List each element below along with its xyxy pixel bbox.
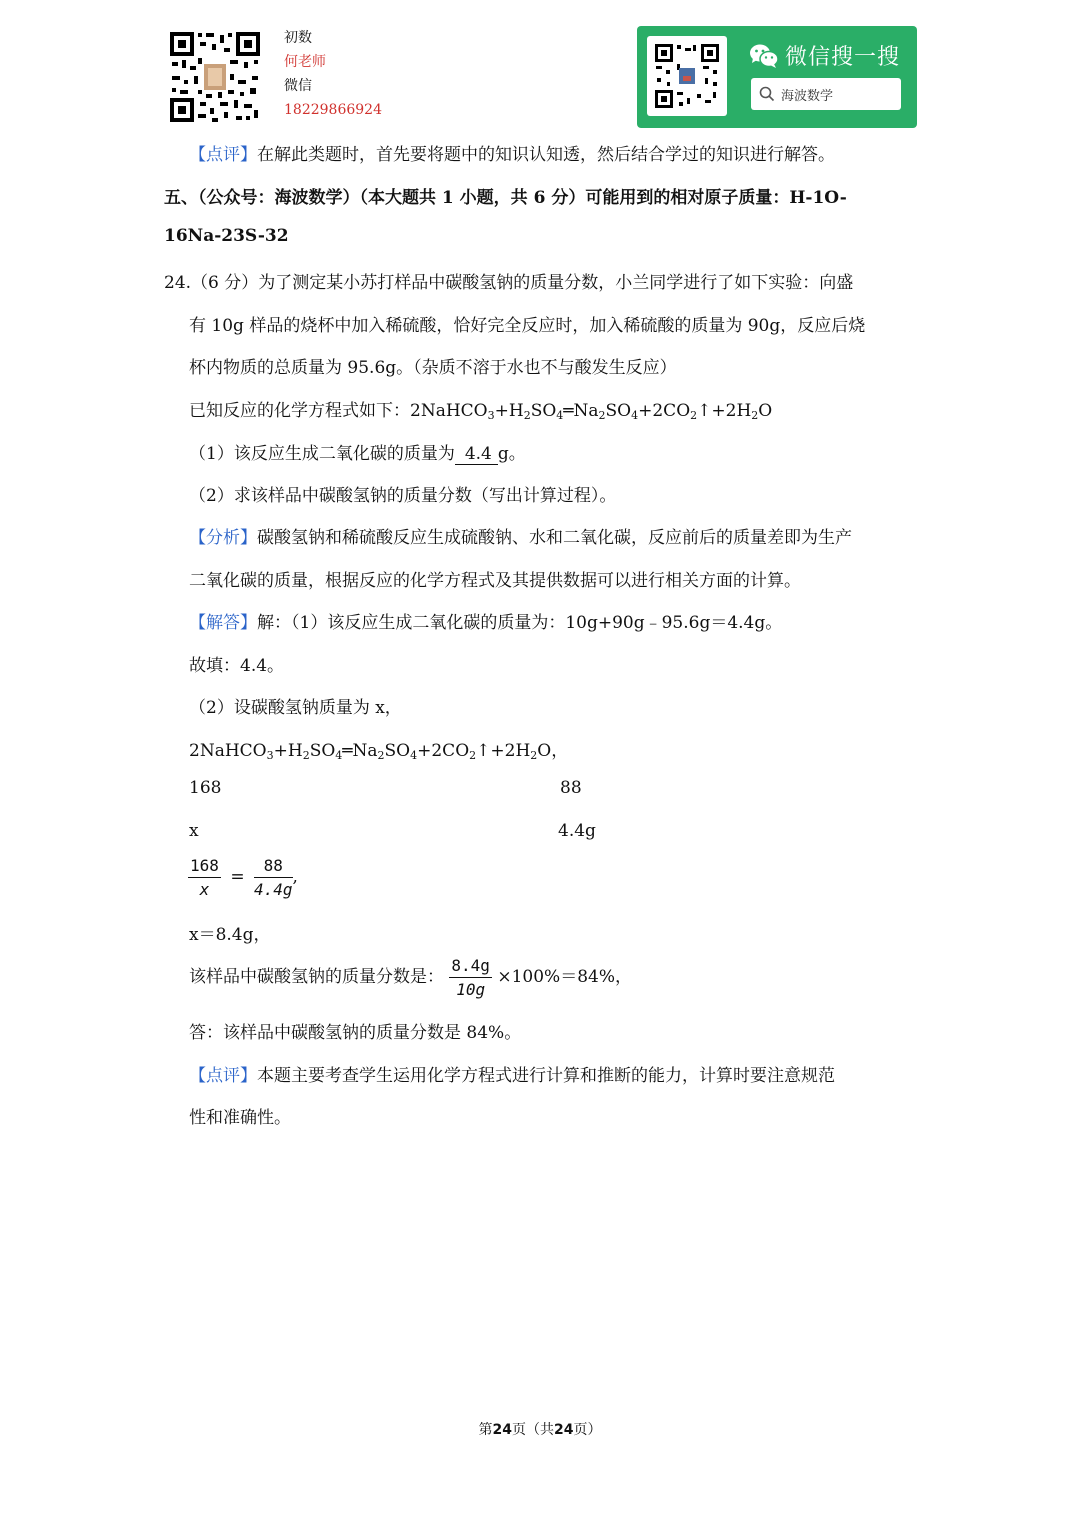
page-footer [0,1419,1080,1439]
percent-tail: ×100%＝84%， [497,967,632,987]
section-heading: 五、（公众号：海波数学）（本大题共 1 小题，共 6 分）可能用到的相对原子质量：H-1O- [164,188,847,208]
percent-calculation [189,956,632,999]
percent-prefix: 该样品中碳酸氢钠的质量分数是： [189,967,444,987]
chemical-equation-2: $2NaHCO_3+H_2SO_4═Na_2SO_4+2CO_2↑+2H_2O$， [189,741,569,762]
wechat-search-box[interactable] [751,78,901,110]
teacher-name: 何老师 [284,54,326,70]
variable-right: 4.4g [558,821,596,841]
comment-2-line-2: 性和准确性。 [189,1108,291,1128]
qr-code-left [168,30,262,124]
wechat-search-card [637,26,917,128]
fraction-percent: $\frac{8.4g}{10g}$ [451,956,490,999]
sub-question-1 [189,439,526,465]
contact-info [284,26,382,122]
final-answer: 答：该样品中碳酸氢钠的质量分数是 84%。 [189,1023,522,1043]
footer-middle: 页（共 [512,1422,554,1438]
section-heading-cont: 16Na-23S-32 [164,226,289,246]
question-line-3: 杯内物质的总质量为 95.6g。（杂质不溶于水也不与酸发生反应） [189,358,677,378]
blank-answer: 4.4 [455,444,498,465]
analysis-line-1 [189,523,852,548]
comment-1 [189,140,835,165]
fraction-right: $\frac{88}{4.4g}$ [253,856,293,899]
proportion-equation [188,856,298,899]
wechat-label: 微信 [284,78,312,94]
equation-prefix: 已知反应的化学方程式如下： [189,401,410,421]
wechat-title [749,40,900,71]
wechat-title-text: 微信搜一搜 [785,45,901,70]
sub-question-1-text: （1）该反应生成二氧化碳的质量为 [189,444,455,464]
comment-tag: 【点评】 [189,145,257,165]
question-line-2: 有 10g 样品的烧杯中加入稀硫酸，恰好完全反应时，加入稀硫酸的质量为 90g，反应后烧 [189,316,866,336]
footer-suffix: 页） [573,1422,602,1438]
answer-line-2: 故填：4.4。 [189,656,285,676]
comment-2-text: 本题主要考查学生运用化学方程式进行计算和推断的能力，计算时要注意规范 [257,1066,835,1086]
question-line-1: 24.（6 分）为了测定某小苏打样品中碳酸氢钠的质量分数，小兰同学进行了如下实验：向盛 [164,273,854,293]
answer-unit: g。 [497,444,526,464]
analysis-tag: 【分析】 [189,528,257,548]
page-number: 24 [492,1422,512,1438]
molar-mass-left: 168 [189,778,222,798]
search-icon [759,86,775,102]
wechat-logo-icon [749,43,779,69]
answer-tag: 【解答】 [189,613,257,633]
total-pages: 24 [554,1422,574,1438]
answer-line-1 [189,608,782,633]
answer-text: 解：（1）该反应生成二氧化碳的质量为：10g+90g﹣95.6g＝4.4g。 [257,613,783,633]
answer-line-3: （2）设碳酸氢钠质量为 x， [189,698,402,718]
comment-2-line-1 [189,1061,835,1086]
equals-sign: = [230,867,245,887]
chemical-equation: $2NaHCO_3+H_2SO_4═Na_2SO_4+2CO_2↑+2H_2O$ [410,401,773,422]
variable-left: x [189,821,199,841]
fraction-left: $\frac{168}{x}$ [190,856,219,899]
fraction-comma: , [292,867,298,887]
analysis-line-2: 二氧化碳的质量，根据反应的化学方程式及其提供数据可以进行相关方面的计算。 [189,571,801,591]
comment-1-text: 在解此类题时，首先要将题中的知识认知透，然后结合学过的知识进行解答。 [257,145,835,165]
molar-mass-right: 88 [560,778,582,798]
comment-2-tag: 【点评】 [189,1066,257,1086]
qr-code-right [647,36,727,116]
analysis-text: 碳酸氢钠和稀硫酸反应生成硫酸钠、水和二氧化碳，反应前后的质量差即为生产 [257,528,852,548]
wechat-search-text: 海波数学 [781,88,834,104]
sub-question-2: （2）求该样品中碳酸氢钠的质量分数（写出计算过程）。 [189,486,617,506]
footer-prefix: 第 [478,1422,493,1438]
reaction-equation-line [189,396,772,421]
phone-number: 18229866924 [284,102,382,118]
contact-label: 初数 [284,30,312,46]
x-result: x＝8.4g， [189,925,271,945]
